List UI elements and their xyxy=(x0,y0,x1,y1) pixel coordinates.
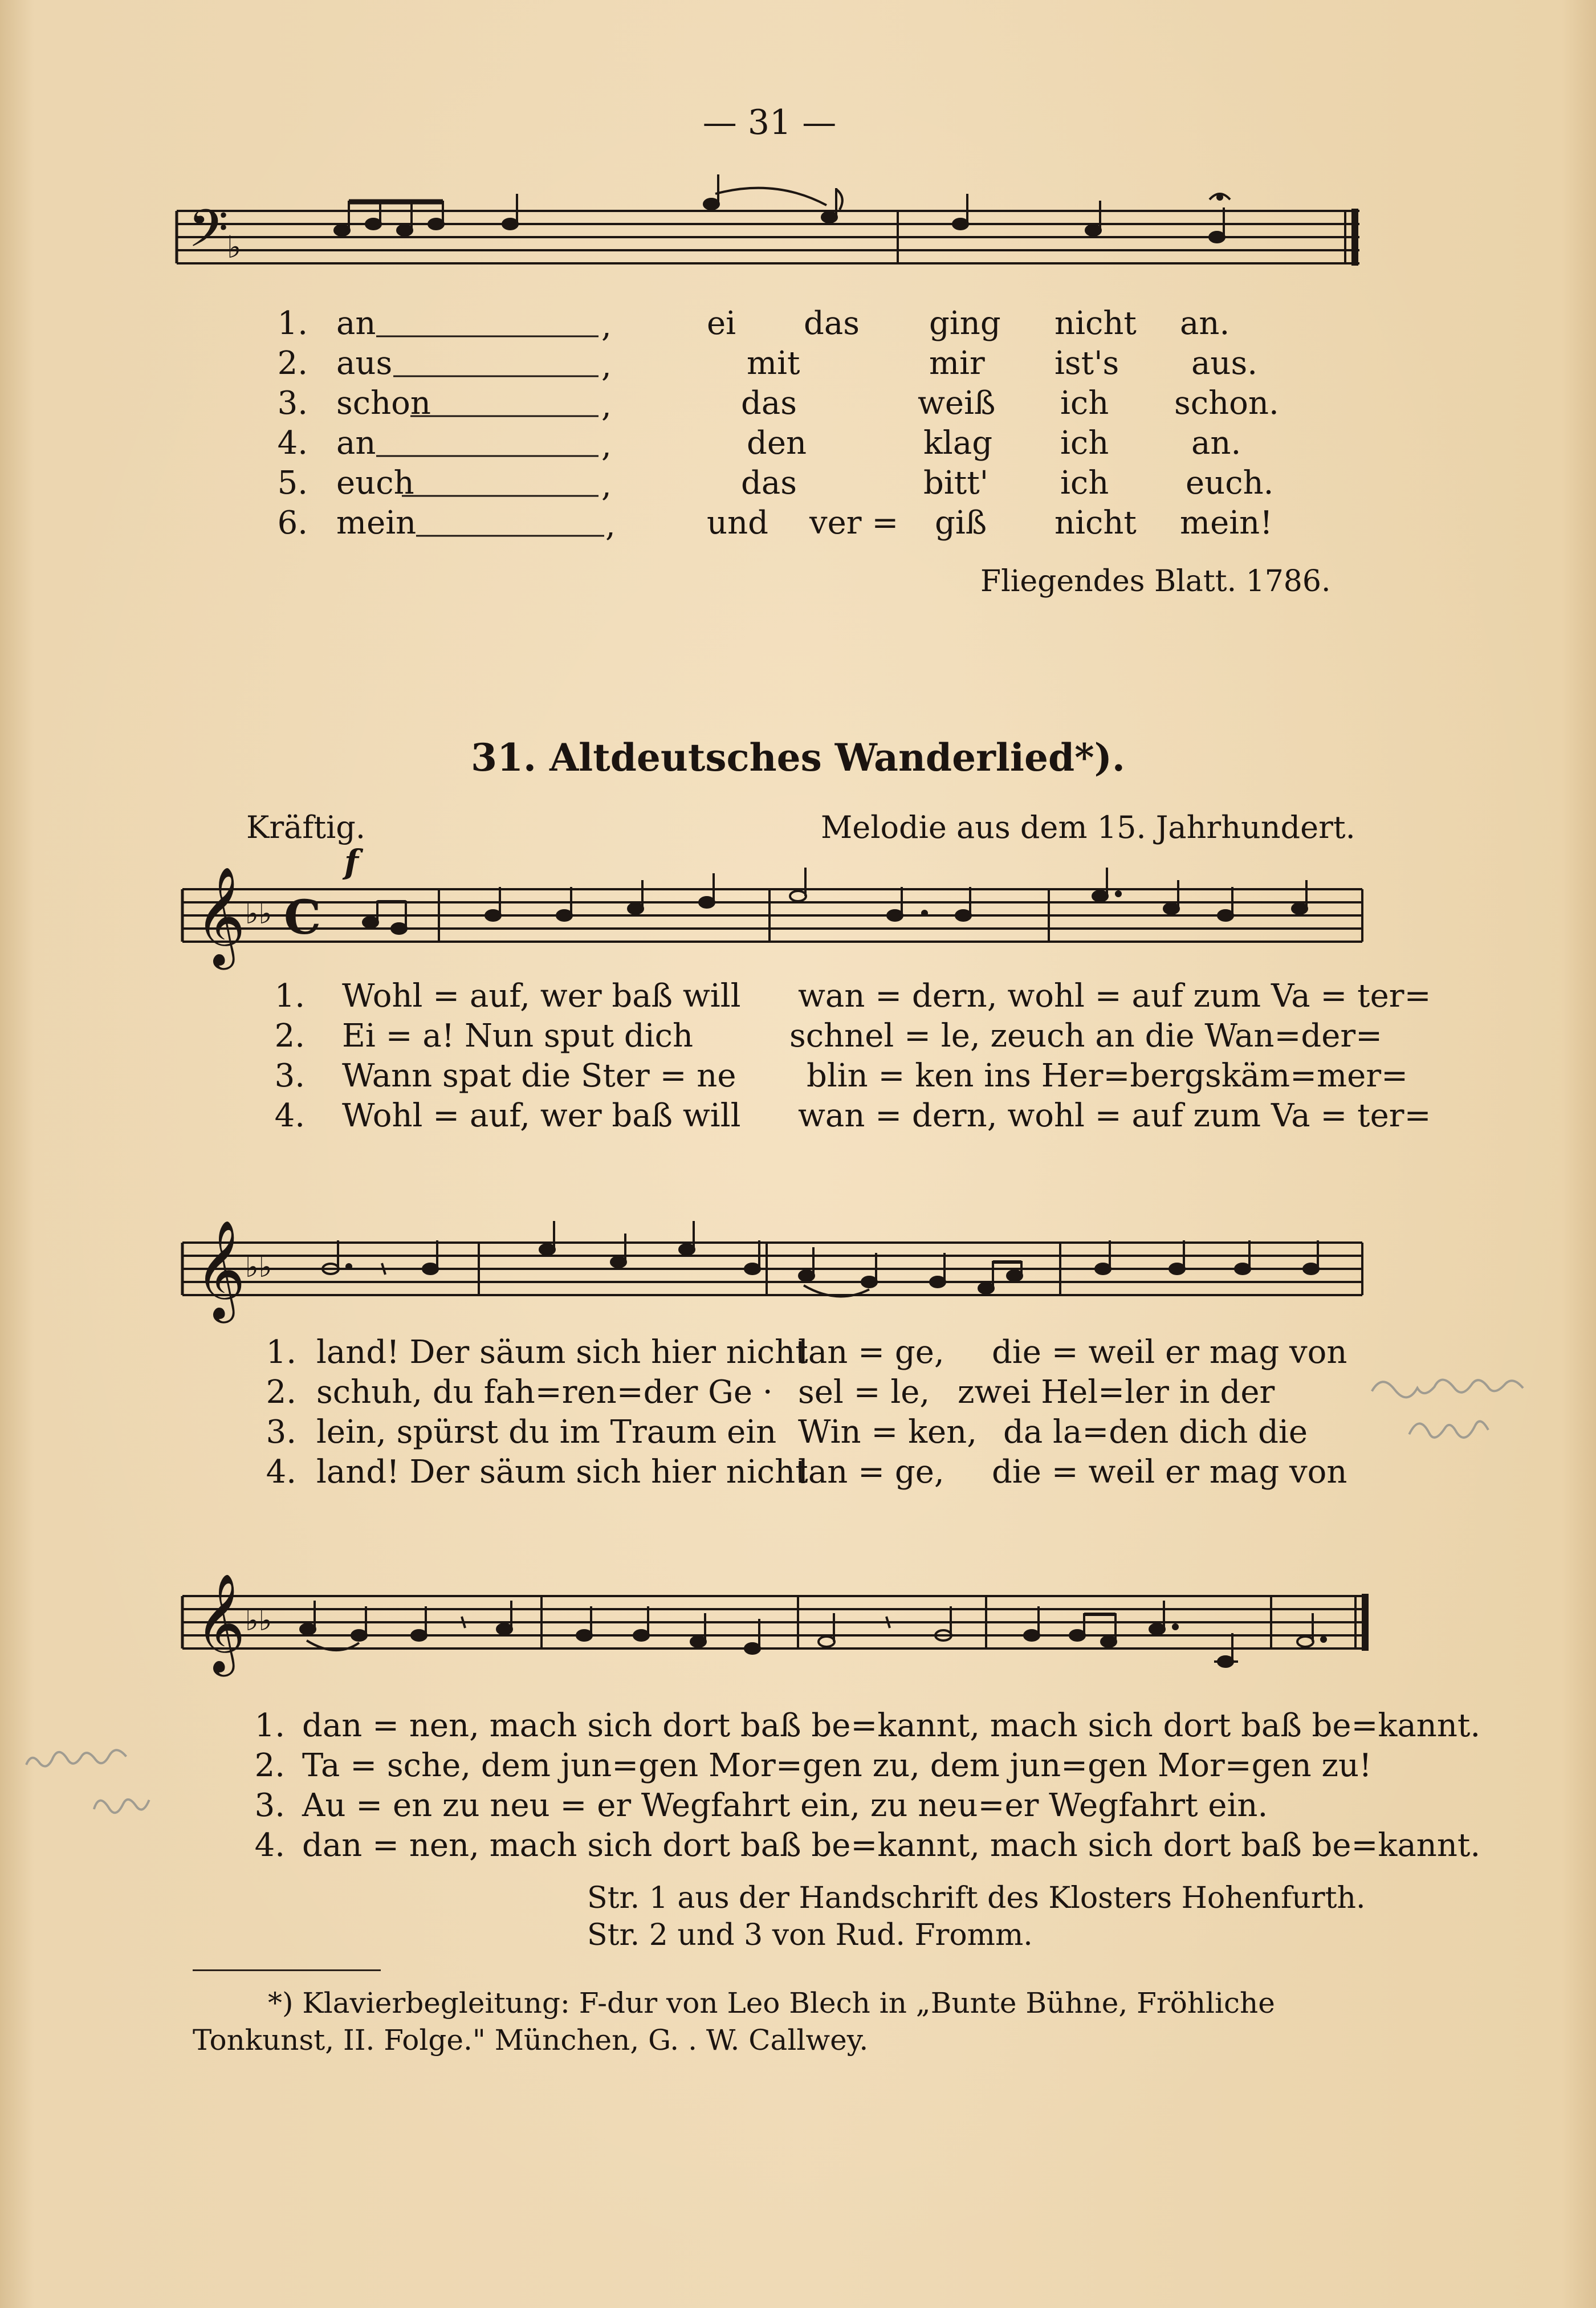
lyric-word: ich xyxy=(1060,465,1109,502)
lyrics-source-line: Str. 2 und 3 von Rud. Fromm. xyxy=(587,1918,1033,1952)
lyric-line: lan = ge, xyxy=(798,1334,944,1371)
verse-number: 6. xyxy=(277,504,308,542)
lyric-line: Wohl = auf, wer baß will xyxy=(342,978,741,1015)
lyric-word: das xyxy=(741,465,797,502)
lyric-word: und xyxy=(707,504,768,542)
song30-source: Fliegendes Blatt. 1786. xyxy=(980,564,1331,599)
verse-number: 3. xyxy=(277,385,308,422)
melody-source: Melodie aus dem 15. Jahrhundert. xyxy=(821,809,1355,845)
lyric-line: da la=den dich die xyxy=(1003,1414,1308,1451)
lyric-word: bitt' xyxy=(923,465,989,502)
lyric-word: weiß xyxy=(918,385,996,422)
verse-number: 3. xyxy=(266,1414,296,1451)
common-time-icon: C xyxy=(284,890,321,945)
lyric-extender-lines xyxy=(0,0,1596,570)
lyric-word: ich xyxy=(1060,385,1109,422)
song-title: 31. Altdeutsches Wanderlied*). xyxy=(471,735,1125,780)
lyric-word: an xyxy=(336,425,376,462)
footnote-line: *) Klavierbegleitung: F-dur von Leo Blech in „Bunte Bühne, Fröhliche xyxy=(268,1987,1275,2020)
lyric-line: dan = nen, mach sich dort baß be=kannt, mach sich dort baß be=kannt. xyxy=(302,1827,1481,1864)
lyric-line: die = weil er mag von xyxy=(992,1334,1347,1371)
handwritten-scribble-icon xyxy=(1365,1356,1553,1466)
lyric-line: wan = dern, wohl = auf zum Va = ter= xyxy=(798,978,1431,1015)
verse-number: 4. xyxy=(254,1827,285,1864)
lyric-word: mein xyxy=(336,504,417,542)
verse-number: 2. xyxy=(277,345,308,382)
lyric-line: lan = ge, xyxy=(798,1454,944,1491)
verse-number: 4. xyxy=(277,425,308,462)
svg-text:,: , xyxy=(601,427,612,464)
lyric-word: das xyxy=(804,305,860,342)
lyric-line: blin = ken ins Her=bergskäm=mer= xyxy=(807,1057,1408,1094)
lyric-word: mir xyxy=(929,345,985,382)
verse-number: 5. xyxy=(277,465,308,502)
verse-number: 1. xyxy=(254,1707,285,1744)
lyric-line: Ei = a! Nun sput dich xyxy=(342,1017,694,1055)
dynamic-marking: f xyxy=(344,842,359,881)
lyric-word: euch xyxy=(336,465,414,502)
handwritten-note xyxy=(17,1712,211,1851)
music-staff-system2 xyxy=(177,1220,1374,1334)
lyric-line: Wohl = auf, wer baß will xyxy=(342,1097,741,1134)
lyric-line: land! Der säum sich hier nicht xyxy=(316,1454,808,1491)
lyric-word: ich xyxy=(1060,425,1109,462)
lyric-word: ei xyxy=(707,305,736,342)
lyrics-source-line: Str. 1 aus der Handschrift des Klosters Hohenfurth. xyxy=(587,1881,1366,1915)
lyric-line: die = weil er mag von xyxy=(992,1454,1347,1491)
verse-number: 1. xyxy=(274,978,305,1015)
flat-icon: ♭♭ xyxy=(245,1251,272,1284)
treble-clef-icon: 𝄞 xyxy=(195,1220,246,1319)
music-staff-system1 xyxy=(177,866,1374,992)
svg-text:,: , xyxy=(601,467,612,504)
flat-icon: ♭ xyxy=(227,229,242,265)
verse-number: 3. xyxy=(254,1787,285,1824)
lyric-word: schon xyxy=(336,385,431,422)
handwritten-note xyxy=(1365,1356,1554,1472)
lyric-line: sel = le, xyxy=(798,1374,930,1411)
svg-text:,: , xyxy=(601,347,612,384)
lyric-line: Au = en zu neu = er Wegfahrt ein, zu neu=er Wegfahrt ein. xyxy=(302,1787,1268,1824)
lyric-word: giß xyxy=(935,504,987,542)
tempo-marking: Kräftig. xyxy=(246,809,366,845)
lyric-line: land! Der säum sich hier nicht xyxy=(316,1334,808,1371)
lyric-word: ver = xyxy=(809,504,899,542)
verse-number: 1. xyxy=(266,1334,296,1371)
lyric-line: wan = dern, wohl = auf zum Va = ter= xyxy=(798,1097,1431,1134)
svg-text:,: , xyxy=(601,307,612,344)
flat-icon: ♭♭ xyxy=(245,1604,272,1637)
verse-number: 2. xyxy=(266,1374,296,1411)
lyric-word: mein! xyxy=(1180,504,1273,542)
lyric-word: ging xyxy=(929,305,1001,342)
handwritten-scribble-icon xyxy=(17,1712,210,1845)
lyric-line: zwei Hel=ler in der xyxy=(958,1374,1275,1411)
verse-number: 2. xyxy=(274,1017,305,1055)
lyric-word: an xyxy=(336,305,376,342)
lyric-line: schnel = le, zeuch an die Wan=der= xyxy=(789,1017,1383,1055)
lyric-word: an. xyxy=(1180,305,1230,342)
lyric-word: nicht xyxy=(1054,305,1137,342)
flat-icon: ♭♭ xyxy=(245,897,272,930)
lyric-word: an. xyxy=(1191,425,1241,462)
verse-number: 3. xyxy=(274,1057,305,1094)
treble-clef-icon: 𝄞 xyxy=(195,1573,246,1672)
lyric-word: den xyxy=(747,425,807,462)
lyric-word: nicht xyxy=(1054,504,1137,542)
verse-number: 4. xyxy=(266,1454,296,1491)
lyric-line: Ta = sche, dem jun=gen Mor=gen zu, dem jun=gen Mor=gen zu! xyxy=(302,1747,1372,1784)
svg-text:,: , xyxy=(605,507,616,544)
lyric-word: mit xyxy=(747,345,800,382)
page-number: — 31 — xyxy=(702,103,837,143)
treble-clef-icon: 𝄞 xyxy=(195,866,246,966)
lyric-word: euch. xyxy=(1186,465,1274,502)
lyric-word: aus xyxy=(336,345,393,382)
verse-number: 2. xyxy=(254,1747,285,1784)
lyric-line: Win = ken, xyxy=(798,1414,978,1451)
lyric-line: lein, spürst du im Traum ein xyxy=(316,1414,777,1451)
footnote-divider xyxy=(193,1969,381,1971)
lyric-line: Wann spat die Ster = ne xyxy=(342,1057,736,1094)
lyric-word: das xyxy=(741,385,797,422)
footnote-line: Tonkunst, II. Folge." München, G. . W. Callwey. xyxy=(193,2024,869,2057)
verse-number: 1. xyxy=(277,305,308,342)
lyric-line: schuh, du fah=ren=der Ge · xyxy=(316,1374,773,1411)
lyric-word: ist's xyxy=(1054,345,1119,382)
svg-text:,: , xyxy=(601,387,612,424)
bass-clef-icon: 𝄢 xyxy=(188,198,229,271)
lyric-word: aus. xyxy=(1191,345,1257,382)
music-staff-system3 xyxy=(177,1573,1374,1699)
verse-number: 4. xyxy=(274,1097,305,1134)
lyric-word: schon. xyxy=(1174,385,1279,422)
lyric-word: klag xyxy=(923,425,993,462)
lyric-line: dan = nen, mach sich dort baß be=kannt, mach sich dort baß be=kannt. xyxy=(302,1707,1481,1744)
